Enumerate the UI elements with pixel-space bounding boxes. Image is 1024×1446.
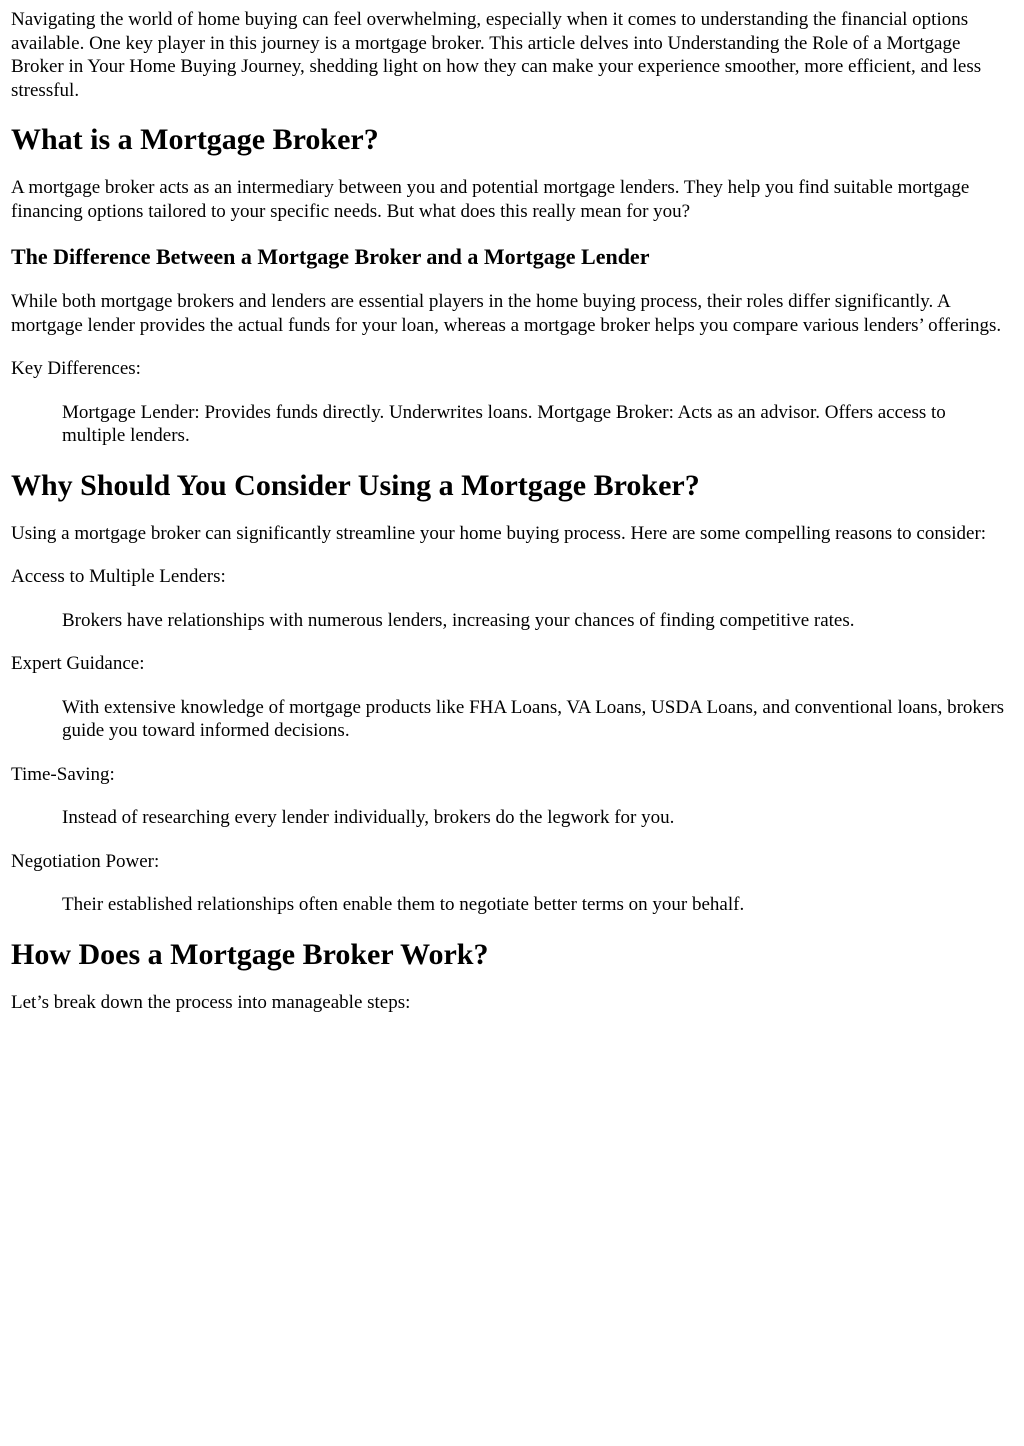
reason-text: Brokers have relationships with numerous lenders, increasing your chances of finding competitive rates. xyxy=(62,609,855,631)
heading-how-broker-works: How Does a Mortgage Broker Work? xyxy=(11,937,489,971)
intro-paragraph: Navigating the world of home buying can feel overwhelming, especially when it comes to understanding the financial options available. One key player in this journey is a mortgage broker. This article delves into Understanding the Role of a Mortgage Broker in Your Home Buying Journey, shedding light on how they can make your experience smoother, more efficient, and less stressful. xyxy=(11,9,982,101)
subheading-broker-vs-lender: The Difference Between a Mortgage Broker and a Mortgage Lender xyxy=(11,244,650,269)
why-use-broker-paragraph: Using a mortgage broker can significantly streamline your home buying process. Here are some compelling reasons to consider: xyxy=(11,522,987,544)
key-differences-label: Key Differences: xyxy=(11,358,141,379)
reason-text: With extensive knowledge of mortgage products like FHA Loans, VA Loans, USDA Loans, and conventional loans, brokers guide you toward informed decisions. xyxy=(62,696,1005,741)
reason-text: Their established relationships often enable them to negotiate better terms on your behalf. xyxy=(62,894,745,915)
heading-what-is-broker: What is a Mortgage Broker? xyxy=(11,123,379,156)
reason-label: Expert Guidance: xyxy=(11,653,145,674)
key-differences-text: Mortgage Lender: Provides funds directly. Underwrites loans. Mortgage Broker: Acts as an advisor. Offers access to multiple lenders. xyxy=(62,401,946,446)
reason-label: Negotiation Power: xyxy=(11,850,160,872)
how-broker-works-paragraph: Let’s break down the process into manageable steps: xyxy=(11,991,411,1013)
what-is-broker-paragraph: A mortgage broker acts as an intermediary between you and potential mortgage lenders. They help you find suitable mortgage financing options tailored to your specific needs. But what does this really mean for you? xyxy=(11,177,970,222)
broker-vs-lender-paragraph: While both mortgage brokers and lenders are essential players in the home buying process, their roles differ significantly. A mortgage lender provides the actual funds for your loan, whereas a mortgage broker helps you compare various lenders’ offerings. xyxy=(11,291,1002,336)
reason-label: Access to Multiple Lenders: xyxy=(11,566,226,587)
reason-label: Time-Saving: xyxy=(11,763,115,785)
reason-text: Instead of researching every lender individually, brokers do the legwork for you. xyxy=(62,807,675,828)
heading-why-use-broker: Why Should You Consider Using a Mortgage Broker? xyxy=(11,468,700,502)
